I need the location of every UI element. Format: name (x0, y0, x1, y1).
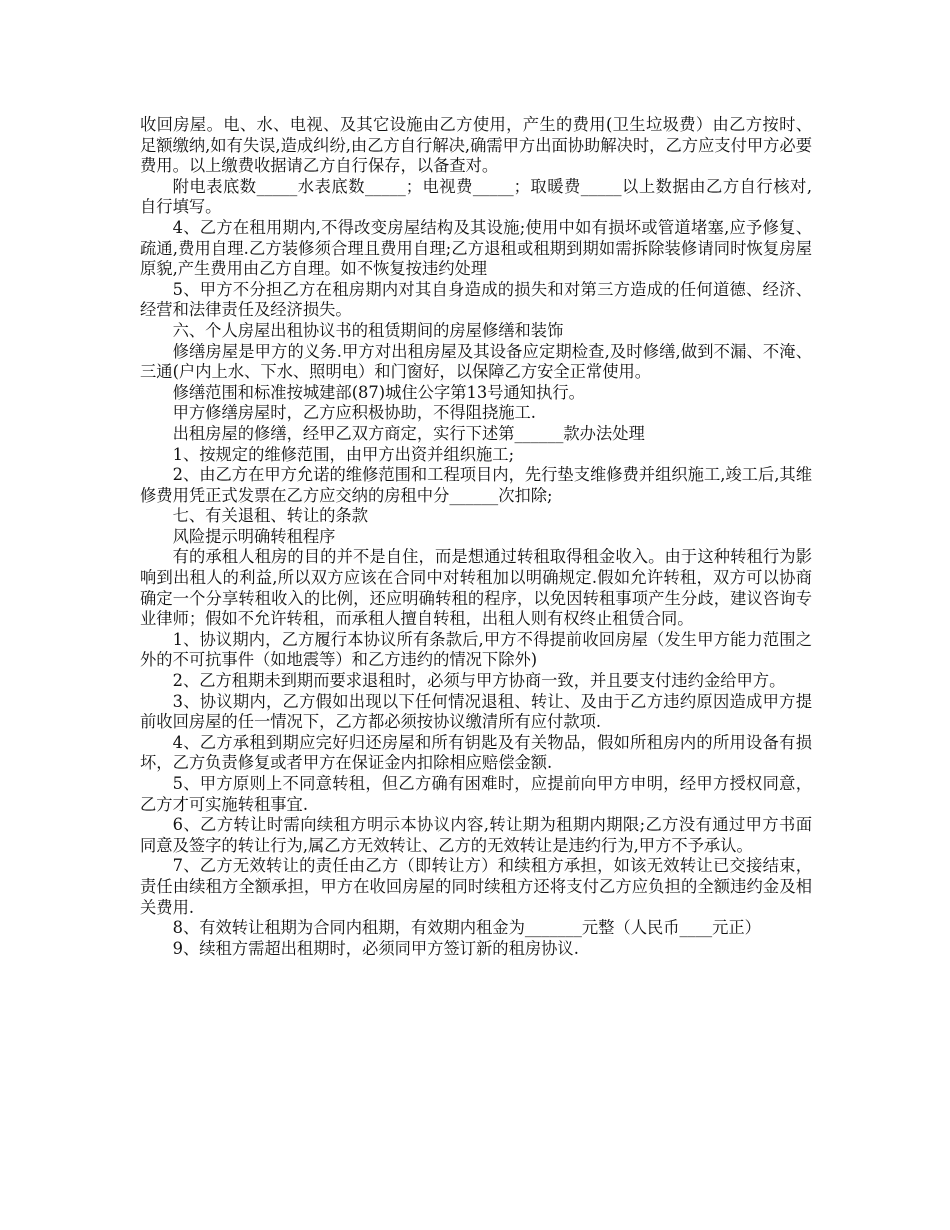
paragraph-transfer-3: 3、协议期内，乙方假如出现以下任何情况退租、转让、及由于乙方违约原因造成甲方提前收回房屋的任一情况下，乙方都必须按协议缴清所有应付款项. (140, 691, 812, 732)
paragraph-continuation: 收回房屋。电、水、电视、及其它设施由乙方使用，产生的费用(卫生垃圾费）由乙方按时、足额缴纳,如有失误,造成纠纷,由乙方自行解决,确需甲方出面协助解决时，乙方应支付甲方必要费用。以上缴费收据请乙方自行保存，以备查对。 (140, 115, 812, 176)
paragraph-transfer-6: 6、乙方转让时需向续租方明示本协议内容,转让期为租期内期限;乙方没有通过甲方书面同意及签字的转让行为,属乙方无效转让、乙方的无效转让是违约行为,甲方不予承认。 (140, 815, 812, 855)
paragraph-repair-method: 出租房屋的修缮，经甲乙双方商定，实行下述第______款办法处理 (172, 423, 645, 443)
paragraph-clause-4: 4、乙方在租用期内,不得改变房屋结构及其设施;使用中如有损坏或管道堵塞,应予修复、疏通,费用自理.乙方装修须合理且费用自理;乙方退租或租期到期如需拆除装修请同时恢复房屋原貌,产生费用由乙方自理。如不恢复按违约处理 (140, 217, 812, 279)
risk-notice-heading: 风险提示明确转租程序 (172, 526, 336, 546)
paragraph-risk-notice: 有的承租人租房的目的并不是自住，而是想通过转租取得租金收入。由于这种转租行为影响到出租人的利益,所以双方应该在合同中对转租加以明确规定.假如允许转租，双方可以协商确定一个分享转租收入的比例，还应明确转租的程序，以免因转租事项产生分歧，建议咨询专业律师；假如不允许转租，而承租人擅自转租，出租人则有权终止租赁合同。 (140, 547, 812, 629)
section-heading-6: 六、个人房屋出租协议书的租赁期间的房屋修缮和装饰 (172, 320, 564, 340)
document-page (140, 115, 812, 959)
paragraph-repair-cooperation: 甲方修缮房屋时，乙方应积极协助，不得阻挠施工. (172, 403, 536, 423)
paragraph-transfer-7: 7、乙方无效转让的责任由乙方（即转让方）和续租方承担，如该无效转让已交接结束，责任由续租方全额承担，甲方在收回房屋的同时续租方还将支付乙方应负担的全额违约金及相关费用. (140, 856, 812, 917)
paragraph-transfer-8: 8、有效转让租期为合同内租期，有效期内租金为_______元整（人民币____元正） (172, 918, 761, 938)
paragraph-transfer-5: 5、甲方原则上不同意转租，但乙方确有困难时，应提前向甲方申明，经甲方授权同意，乙方才可实施转租事宜. (140, 774, 812, 814)
paragraph-clause-5: 5、甲方不分担乙方在租房期内对其自身造成的损失和对第三方造成的任何道德、经济、经营和法律责任及经济损失。 (140, 279, 812, 320)
paragraph-repair-option-2: 2、由乙方在甲方允诺的维修范围和工程项目内，先行垫支维修费并组织施工,竣工后,其维修费用凭正式发票在乙方应交纳的房租中分______次扣除; (140, 465, 812, 505)
paragraph-repair-duty: 修缮房屋是甲方的义务.甲方对出租房屋及其设备应定期检查,及时修缮,做到不漏、不淹、三通(户内上水、下水、照明电）和门窗好，以保障乙方安全正常使用。 (140, 341, 812, 382)
paragraph-transfer-2: 2、乙方租期未到期而要求退租时，必须与甲方协商一致，并且要支付违约金给甲方。 (172, 671, 786, 691)
paragraph-transfer-9: 9、续租方需超出租期时，必须同甲方签订新的租房协议. (172, 938, 579, 958)
paragraph-repair-option-1: 1、按规定的维修范围，由甲方出资并组织施工; (172, 444, 515, 464)
section-heading-7: 七、有关退租、转让的条款 (172, 506, 368, 526)
paragraph-meter-readings: 附电表底数_____水表底数_____；电视费_____；取暖费_____以上数据由乙方自行核对,自行填写。 (140, 176, 812, 217)
paragraph-repair-scope: 修缮范围和标准按城建部(87)城住公字第13号通知执行。 (172, 382, 585, 402)
paragraph-transfer-1: 1、协议期内，乙方履行本协议所有条款后,甲方不得提前收回房屋（发生甲方能力范围之外的不可抗事件（如地震等）和乙方违约的情况下除外) (140, 629, 812, 670)
paragraph-transfer-4: 4、乙方承租到期应完好归还房屋和所有钥匙及有关物品，假如所租房内的所用设备有损坏，乙方负责修复或者甲方在保证金内扣除相应赔偿金额. (140, 732, 812, 773)
